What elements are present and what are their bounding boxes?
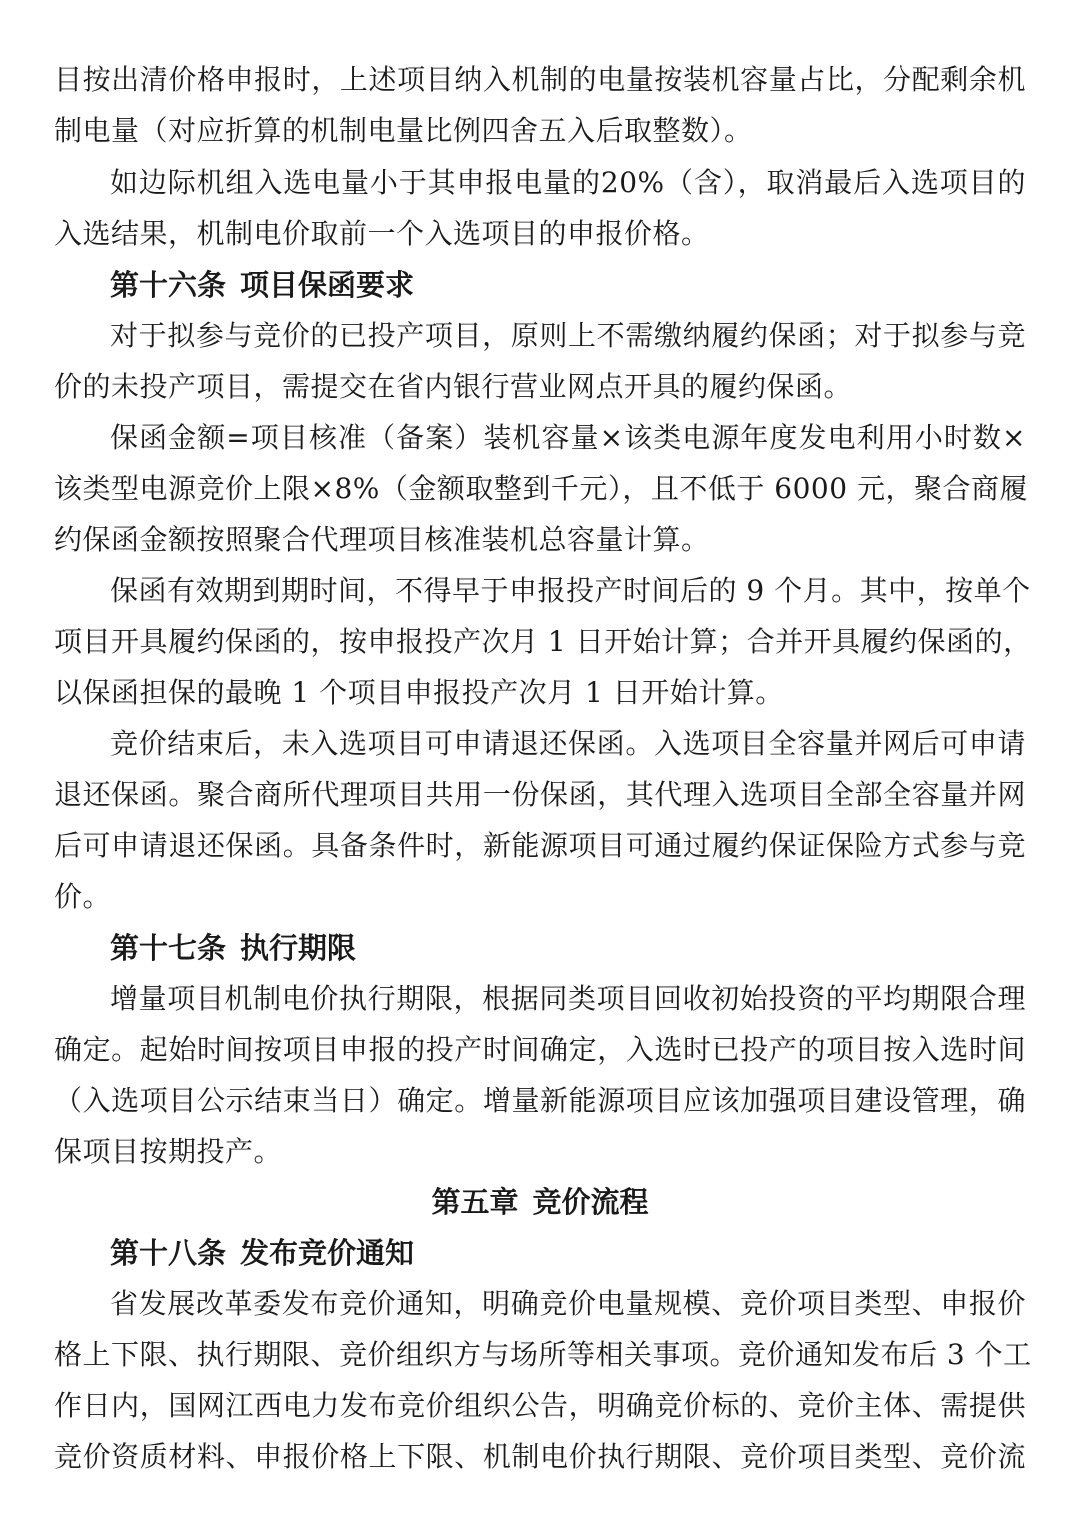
paragraph-line: 以保函担保的最晚 1 个项目申报投产次月 1 日开始计算。 <box>54 676 784 709</box>
paragraph-line: 保项目按期投产。 <box>54 1135 283 1168</box>
paragraph-line: （入选项目公示结束当日）确定。增量新能源项目应该加强项目建设管理，确 <box>54 1084 1026 1117</box>
paragraph-line: 该类型电源竞价上限×8%（金额取整到千元），且不低于 6000 元，聚合商履 <box>54 472 1028 505</box>
paragraph-line: 退还保函。聚合商所代理项目共用一份保函，其代理入选项目全部全容量并网 <box>54 778 1026 811</box>
article-heading <box>110 261 414 309</box>
paragraph-line: 保函有效期到期时间，不得早于申报投产时间后的 9 个月。其中，按单个 <box>110 574 1031 607</box>
paragraph-line: 项目开具履约保函的，按申报投产次月 1 日开始计算；合并开具履约保函的， <box>54 625 1032 658</box>
article-title: 执行期限 <box>240 931 357 965</box>
paragraph-line: 目按出清价格申报时，上述项目纳入机制的电量按装机容量占比，分配剩余机 <box>54 63 1026 96</box>
article-number: 第十八条 <box>110 1236 227 1270</box>
article-title: 发布竞价通知 <box>240 1236 415 1270</box>
paragraph-line: 确定。起始时间按项目申报的投产时间确定，入选时已投产的项目按入选时间 <box>54 1033 1026 1066</box>
chapter-title: 竞价流程 <box>532 1185 649 1219</box>
article-number: 第十七条 <box>110 931 227 965</box>
paragraph-line: 省发展改革委发布竞价通知，明确竞价电量规模、竞价项目类型、申报价 <box>110 1287 1026 1320</box>
paragraph-line: 保函金额=项目核准（备案）装机容量×该类电源年度发电利用小时数× <box>110 421 1026 454</box>
paragraph-line: 作日内，国网江西电力发布竞价组织公告，明确竞价标的、竞价主体、需提供 <box>54 1389 1026 1422</box>
paragraph-line: 约保函金额按照聚合代理项目核准装机总容量计算。 <box>54 523 710 556</box>
article-number: 第十六条 <box>110 268 227 302</box>
paragraph-line: 如边际机组入选电量小于其申报电量的20%（含），取消最后入选项目的 <box>110 166 1026 199</box>
paragraph-line: 价的未投产项目，需提交在省内银行营业网点开具的履约保函。 <box>54 370 853 403</box>
paragraph-line: 增量项目机制电价执行期限，根据同类项目回收初始投资的平均期限合理 <box>110 982 1026 1015</box>
article-title: 项目保函要求 <box>240 268 415 302</box>
paragraph-line: 制电量（对应折算的机制电量比例四舍五入后取整数）。 <box>54 114 753 147</box>
paragraph-line: 竞价资质材料、申报价格上下限、机制电价执行期限、竞价项目类型、竞价流 <box>54 1440 1026 1473</box>
paragraph-line: 格上下限、执行期限、竞价组织方与场所等相关事项。竞价通知发布后 3 个工 <box>54 1338 1032 1371</box>
paragraph-line: 价。 <box>54 880 112 913</box>
article-heading <box>110 1229 414 1277</box>
paragraph-line: 入选结果，机制电价取前一个入选项目的申报价格。 <box>54 217 710 250</box>
chapter-heading <box>0 1178 1080 1226</box>
paragraph-line: 竞价结束后，未入选项目可申请退还保函。入选项目全容量并网后可申请 <box>110 727 1026 760</box>
chapter-number: 第五章 <box>431 1185 519 1219</box>
paragraph-line: 后可申请退还保函。具备条件时，新能源项目可通过履约保证保险方式参与竞 <box>54 829 1026 862</box>
paragraph-line: 对于拟参与竞价的已投产项目，原则上不需缴纳履约保函；对于拟参与竞 <box>110 319 1026 352</box>
article-heading <box>110 924 356 972</box>
